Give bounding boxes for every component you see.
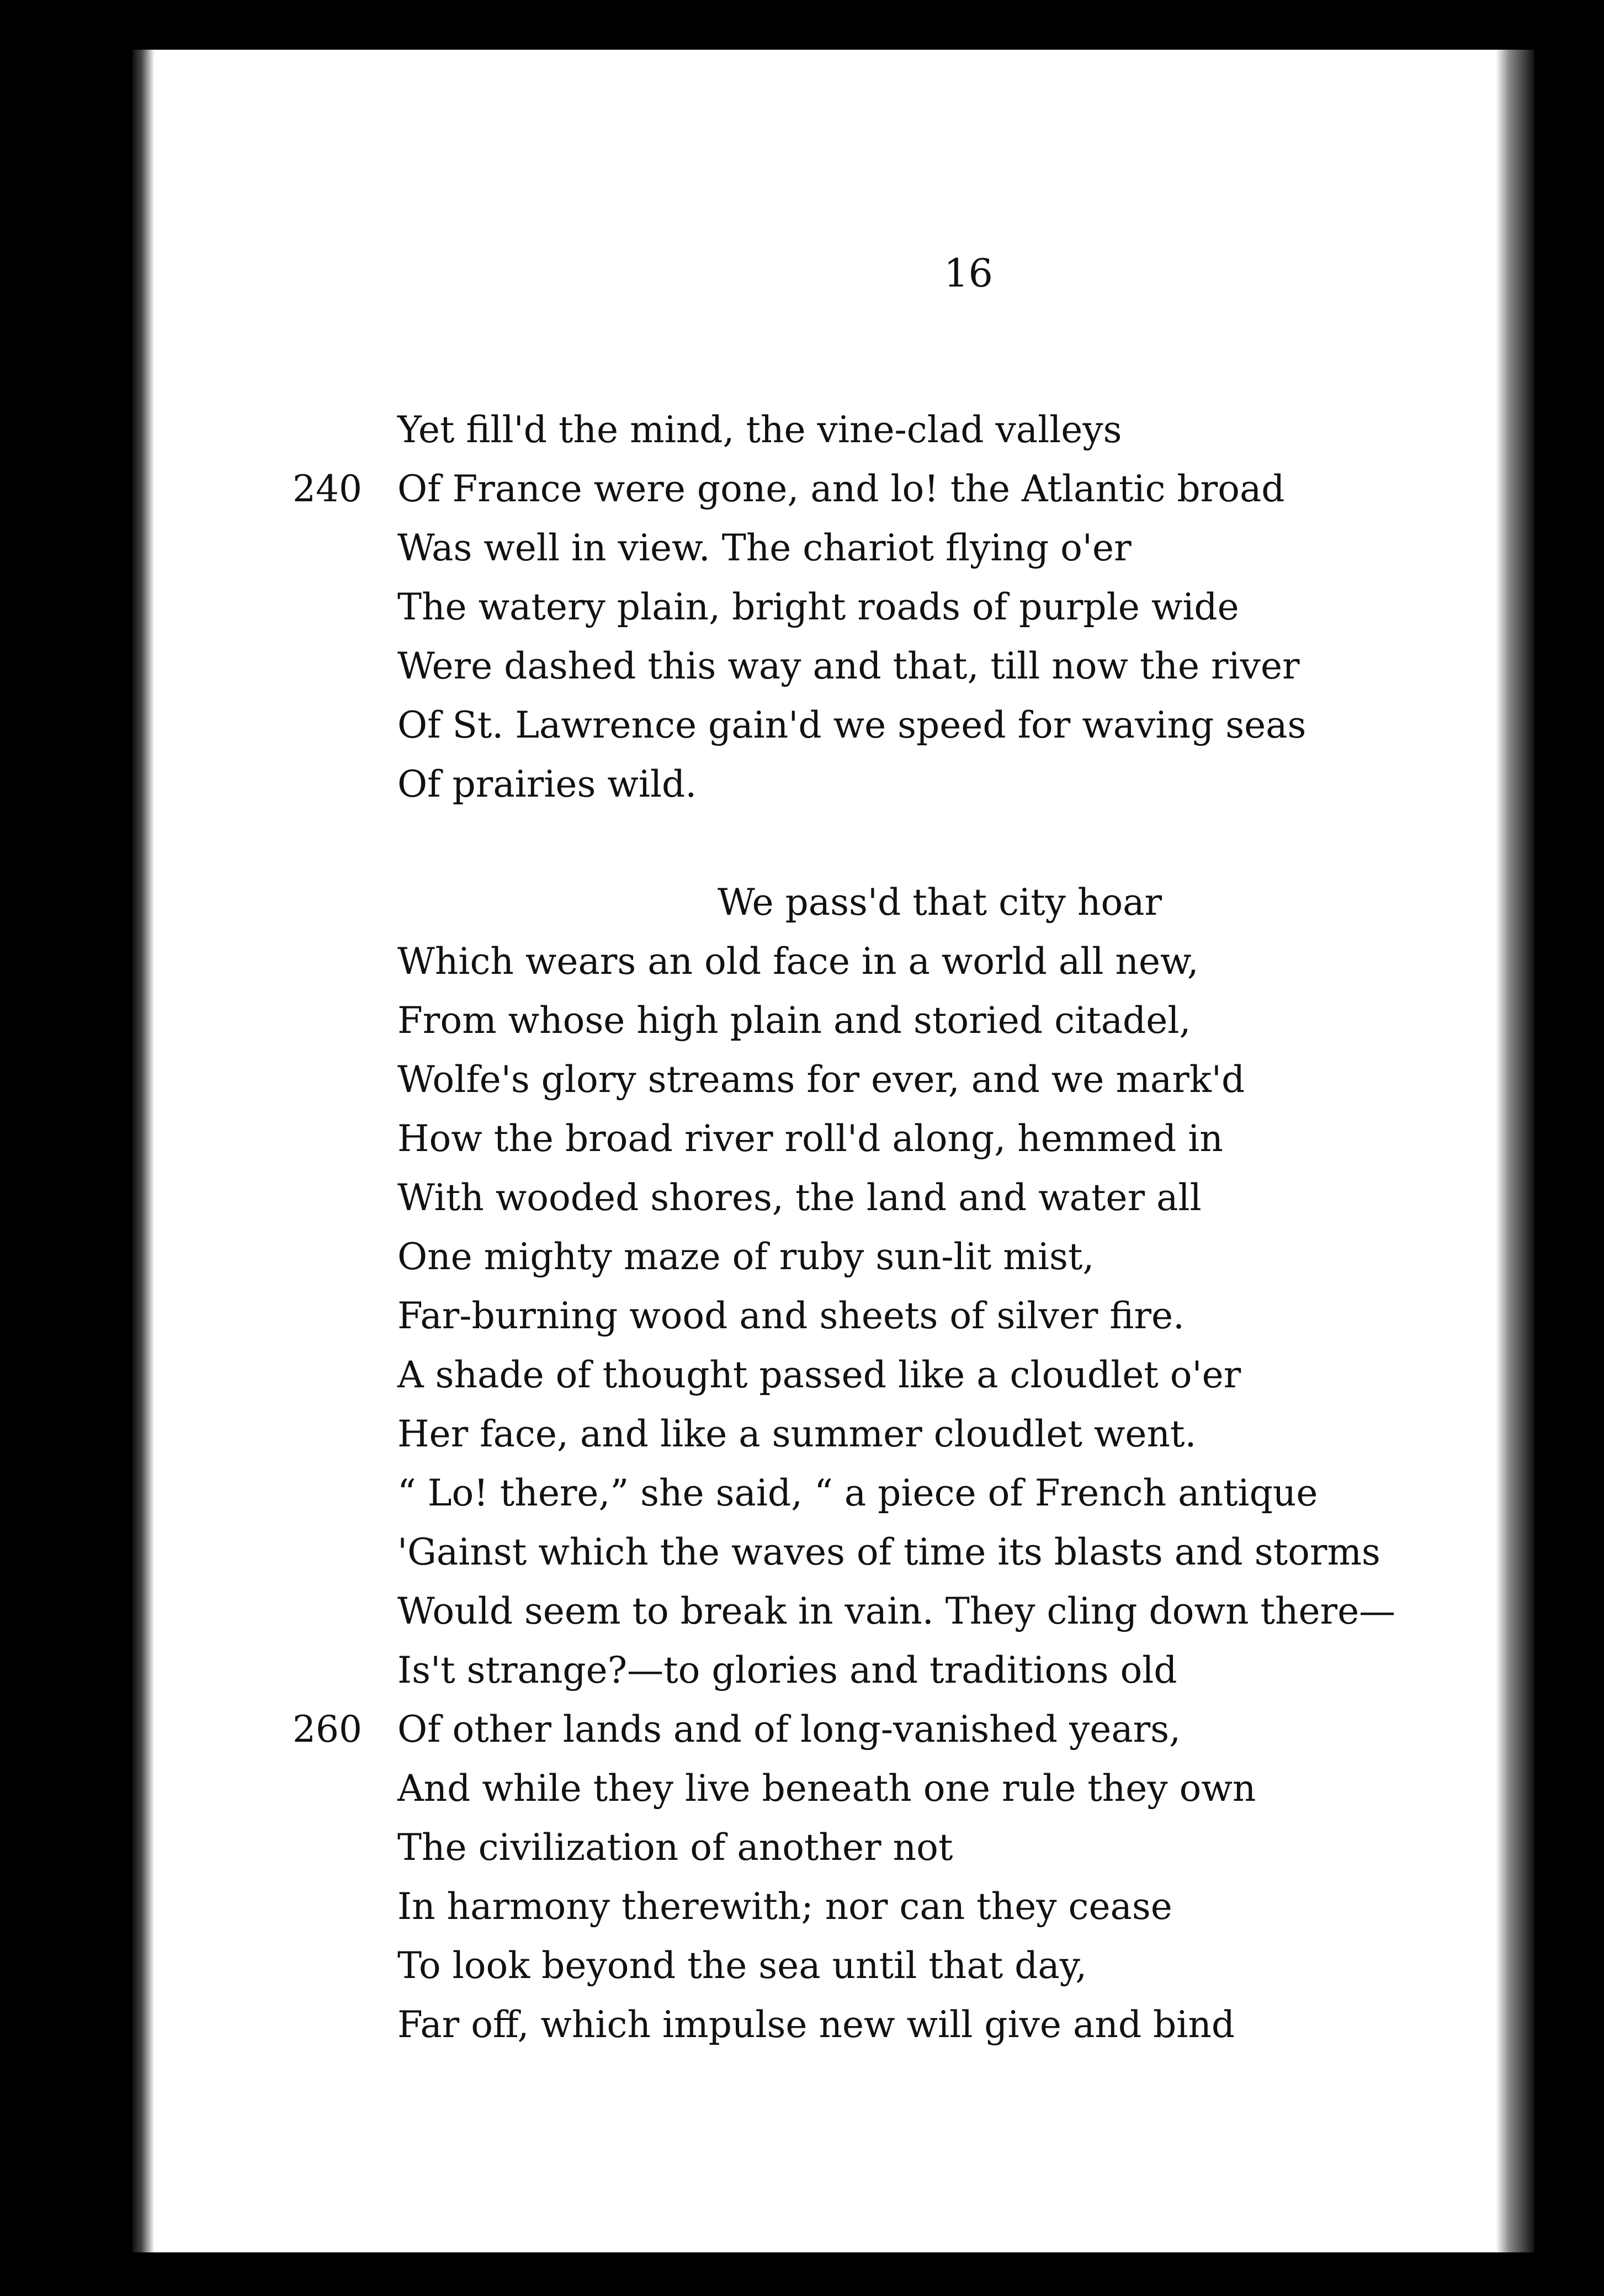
- poem-line: [132, 1995, 1490, 2054]
- line-text: Her face, and like a summer cloudlet went.: [397, 1413, 1197, 1455]
- poem-line: [132, 1877, 1490, 1936]
- line-text: Of prairies wild.: [397, 763, 697, 805]
- poem-line: [132, 1523, 1490, 1582]
- poem-line: [132, 1759, 1490, 1818]
- poem-line: [132, 1227, 1490, 1286]
- poem-line: [132, 755, 1490, 814]
- stanza-break: [132, 814, 1490, 873]
- line-text: Far-burning wood and sheets of silver fire.: [397, 1295, 1185, 1337]
- book-page: [132, 50, 1534, 2252]
- line-text: We pass'd that city hoar: [718, 881, 1162, 924]
- line-number: 260: [293, 1708, 362, 1751]
- line-text: Of other lands and of long-vanished years,: [397, 1708, 1181, 1751]
- line-text: From whose high plain and storied citadel,: [397, 999, 1191, 1042]
- line-text: The watery plain, bright roads of purple wide: [397, 586, 1239, 628]
- line-text: Of St. Lawrence gain'd we speed for waving seas: [397, 704, 1306, 746]
- poem-line: [132, 577, 1490, 637]
- poem-line: [132, 1936, 1490, 1995]
- line-text: Was well in view. The chariot flying o'er: [397, 527, 1132, 569]
- poem-line: [132, 518, 1490, 577]
- line-text: How the broad river roll'd along, hemmed in: [397, 1117, 1223, 1160]
- poem-line: [132, 1818, 1490, 1877]
- poem-line: [132, 1345, 1490, 1404]
- poem-line: [132, 991, 1490, 1050]
- poem-line: [132, 400, 1490, 459]
- poem-line: [132, 932, 1490, 991]
- line-text: Of France were gone, and lo! the Atlantic broad: [397, 468, 1285, 510]
- poem-line: [132, 1168, 1490, 1227]
- page-number: 16: [944, 251, 994, 296]
- line-text: Yet fill'd the mind, the vine-clad valleys: [397, 409, 1122, 451]
- line-number: 240: [293, 468, 362, 510]
- poem-line: [132, 1404, 1490, 1463]
- poem-line: [132, 873, 1490, 932]
- line-text: A shade of thought passed like a cloudlet o'er: [397, 1354, 1241, 1396]
- line-text: Which wears an old face in a world all new,: [397, 940, 1199, 983]
- poem-line: [132, 1582, 1490, 1641]
- poem-text: [132, 400, 1490, 2054]
- line-text: And while they live beneath one rule they own: [397, 1767, 1256, 1810]
- poem-line: [132, 459, 1490, 518]
- line-text: In harmony therewith; nor can they cease: [397, 1885, 1172, 1928]
- poem-line: [132, 1700, 1490, 1759]
- line-text: Were dashed this way and that, till now the river: [397, 645, 1300, 687]
- line-text: One mighty maze of ruby sun-lit mist,: [397, 1236, 1095, 1278]
- line-text: To look beyond the sea until that day,: [397, 1944, 1087, 1987]
- line-text: 'Gainst which the waves of time its blasts and storms: [397, 1531, 1380, 1573]
- line-text: Far off, which impulse new will give and bind: [397, 2003, 1235, 2046]
- line-text: With wooded shores, the land and water all: [397, 1176, 1202, 1219]
- line-text: “ Lo! there,” she said, “ a piece of French antique: [397, 1472, 1318, 1514]
- poem-line: [132, 1050, 1490, 1109]
- poem-line: [132, 696, 1490, 755]
- poem-line: [132, 1641, 1490, 1700]
- poem-line: [132, 1463, 1490, 1523]
- line-text: Is't strange?—to glories and traditions old: [397, 1649, 1177, 1691]
- line-text: The civilization of another not: [397, 1826, 953, 1869]
- line-text: Wolfe's glory streams for ever, and we mark'd: [397, 1058, 1245, 1101]
- poem-line: [132, 1286, 1490, 1345]
- poem-line: [132, 637, 1490, 696]
- poem-line: [132, 1109, 1490, 1168]
- line-text: Would seem to break in vain. They cling down there—: [397, 1590, 1396, 1632]
